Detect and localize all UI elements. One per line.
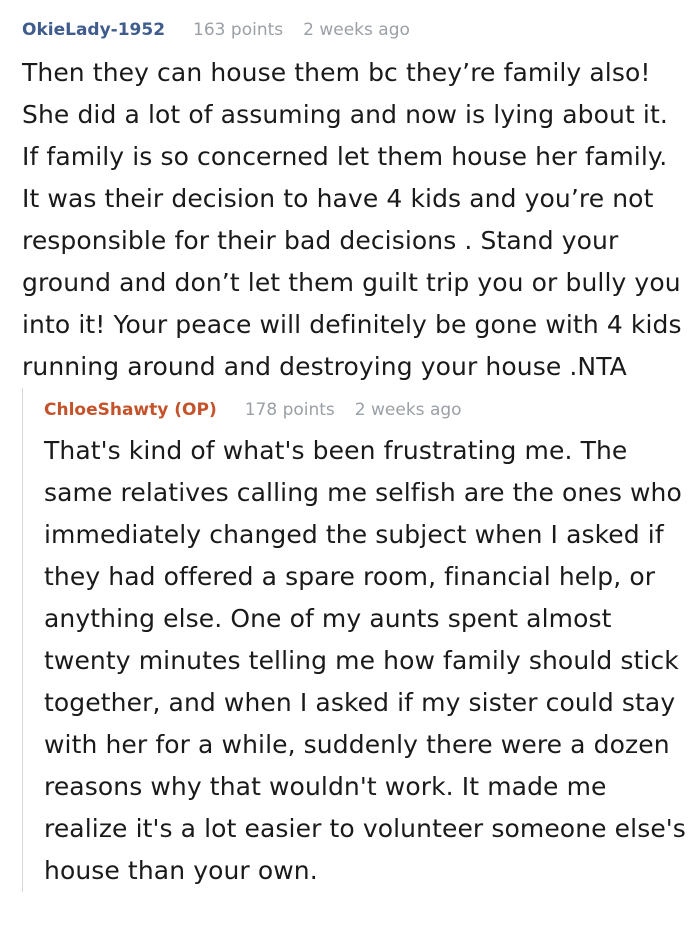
comment-body: Then they can house them bc they’re family also! She did a lot of assuming and now is lying about it. If family is so concerned let them house her family. It was their decision to have 4 kids and you’re not responsible for their bad decisions . Stand your ground and don’t let them guilt trip you or bully you into it! Your peace will definitely be gone with 4 kids running around and destroying your house .NTA — [22, 58, 682, 381]
comment-points: 163 points — [193, 20, 284, 40]
comment-meta — [44, 398, 692, 422]
comment-points: 178 points — [244, 400, 335, 420]
comment — [0, 0, 700, 388]
comment-author[interactable]: ChloeShawty (OP) — [44, 400, 217, 420]
comment-body: That's kind of what's been frustrating me. The same relatives calling me selfish are the ones who immediately changed the subject when I asked if they had offered a spare room, financial help, or anything else. One of my aunts spent almost twenty minutes telling me how family should stick together, and when I asked if my sister could stay with her for a while, suddenly there were a dozen reasons why that wouldn't work. It made me realize it's a lot easier to volunteer someone else's house than your own. — [44, 436, 686, 885]
comment-author[interactable]: OkieLady-1952 — [22, 20, 166, 40]
comment-timestamp: 2 weeks ago — [303, 20, 410, 40]
comment-timestamp: 2 weeks ago — [354, 400, 462, 420]
reply-comment — [22, 388, 700, 892]
comment-meta — [22, 18, 684, 42]
